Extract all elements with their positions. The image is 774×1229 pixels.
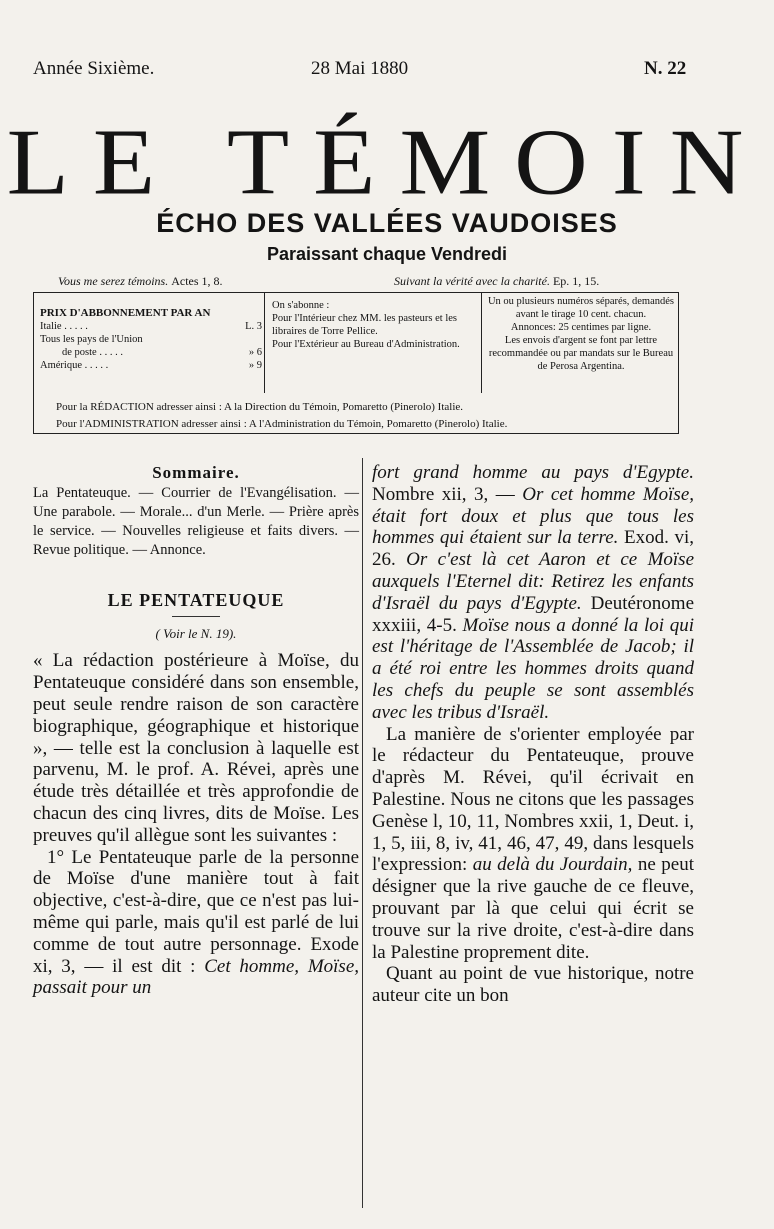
left-column — [33, 462, 359, 999]
motto-right-ref: Ep. 1, 15. — [552, 274, 600, 288]
issue-date: 28 Mai 1880 — [311, 58, 409, 79]
sommaire-text: La Pentateuque. — Courrier de l'Evangélisation. — Une parabole. — Morale... d'un Merle. — Prière après le service. — Nouvelles religieuse et faits divers. — Revue politique. — Annonce. — [33, 484, 359, 558]
redaction-address: Pour la RÉDACTION adresser ainsi : A la Direction du Témoin, Pomaretto (Pinerolo) Italie. — [56, 401, 464, 413]
motto-left-ref: Actes 1, 8. — [171, 274, 223, 288]
address-lines — [56, 399, 674, 433]
where-title: On s'abonne : — [272, 300, 330, 311]
issue-number: N. 22 — [644, 58, 687, 79]
box-divider — [264, 293, 265, 393]
article-paragraph: La manière de s'orienter employée par le rédacteur du Pentateuque, prouve d'après M. Révei, qu'il écrivait en Palestine. Nous ne citons que les passages Genèse l, 10, 11, Nombres xxii, 1, Deut. i, 1, 5, iii, 8, iv, 41, 46, 47, 49, dans lesquels l'expression: au delà du Jourdain, ne peut désigner que la rive gauche de ce fleuve, prouvant par là que celui qui écrit se trouve sur la rive droite, c'est-à-dire dans la Palestine proprement dite. — [372, 723, 694, 963]
administration-address: Pour l'ADMINISTRATION adresser ainsi : A l'Administration du Témoin, Pomaretto (Pinerolo) Italie. — [56, 418, 508, 430]
publication-frequency: Paraissant chaque Vendredi — [266, 244, 508, 264]
ads-notice: Annonces: 25 centimes par ligne. — [510, 322, 652, 333]
newspaper-subtitle: ÉCHO DES VALLÉES VAUDOISES — [156, 208, 618, 238]
motto-left-text: Vous me serez témoins. — [58, 274, 169, 288]
right-column — [372, 462, 694, 1007]
column-divider — [362, 458, 363, 1208]
subscription-box — [33, 292, 679, 434]
where-interior: Pour l'Intérieur chez MM. les pasteurs et les libraires de Torre Pellice. — [272, 313, 458, 337]
article-paragraph: fort grand homme au pays d'Egypte. Nombre xii, 3, — Or cet homme Moïse, était fort doux et plus que tous les hommes qui étaient sur la terre. Exod. vi, 26. Or c'est là cet Aaron et ce Moïse auxquels l'Eternel dit: Retirez les enfants d'Israël du pays d'Egypte. Deutéronome xxxiii, 4-5. Moïse nous a donné la loi qui est l'héritage de l'Assemblée de Jacob; il a été roi entre les hommes droits quand les chefs du peuple se sont assemblés avec les tribus d'Israël. — [372, 462, 695, 723]
where-exterior: Pour l'Extérieur au Bureau d'Administration. — [272, 339, 460, 350]
price-title: PRIX D'ABBONNEMENT PAR AN — [40, 307, 211, 319]
price-row: Amérique . . . . . » 9 — [40, 360, 262, 371]
article-title: LE PENTATEUQUE — [107, 589, 285, 610]
title-rule — [172, 616, 220, 617]
price-row: Tous les pays de l'Union — [40, 334, 143, 345]
motto-left — [58, 274, 223, 289]
newspaper-title: LE TÉMOIN — [6, 110, 768, 215]
volume-year: Année Sixième. — [33, 58, 155, 79]
price-row: de poste . . . . . » 6 — [62, 347, 262, 358]
money-notice: Les envois d'argent se font par lettre recommandée ou par mandats sur le Bureau de Perosa Argentina. — [488, 335, 674, 372]
article-paragraph: 1° Le Pentateuque parle de la personne de Moïse d'une manière tout à fait objective, c'est-à-dire, que ce n'est pas lui-même qui parle, mais qu'il est parlé de lui comme de tout autre personnage. Exode xi, 3, — il est dit : Cet homme, Moïse, passait pour un — [33, 846, 360, 999]
motto-right — [394, 274, 599, 289]
see-also: ( Voir le N. 19). — [155, 625, 237, 641]
price-row: Italie . . . . . L. 3 — [40, 321, 262, 332]
article-paragraph: « La rédaction postérieure à Moïse, du Pentateuque considéré dans son ensemble, peut seule rendre raison de son caractère biographique, géographique et historique », — telle est la conclusion à laquelle est parvenu, M. le prof. A. Révei, après une étude très détaillée et très approfondie de chacun des cinq livres, dits de Moïse. Les preuves qu'il allègue sont les suivantes : — [33, 650, 359, 846]
box-divider — [481, 293, 482, 393]
motto-right-text: Suivant la vérité avec la charité. — [394, 274, 550, 288]
numbers-notice: Un ou plusieurs numéros séparés, demandés avant le tirage 10 cent. chacun. — [487, 296, 675, 320]
price-table — [40, 307, 262, 372]
subscribe-where — [272, 299, 480, 351]
notices — [486, 295, 676, 373]
article-paragraph: Quant au point de vue historique, notre auteur cite un bon — [372, 963, 694, 1007]
sommaire-title: Sommaire. — [152, 463, 240, 482]
